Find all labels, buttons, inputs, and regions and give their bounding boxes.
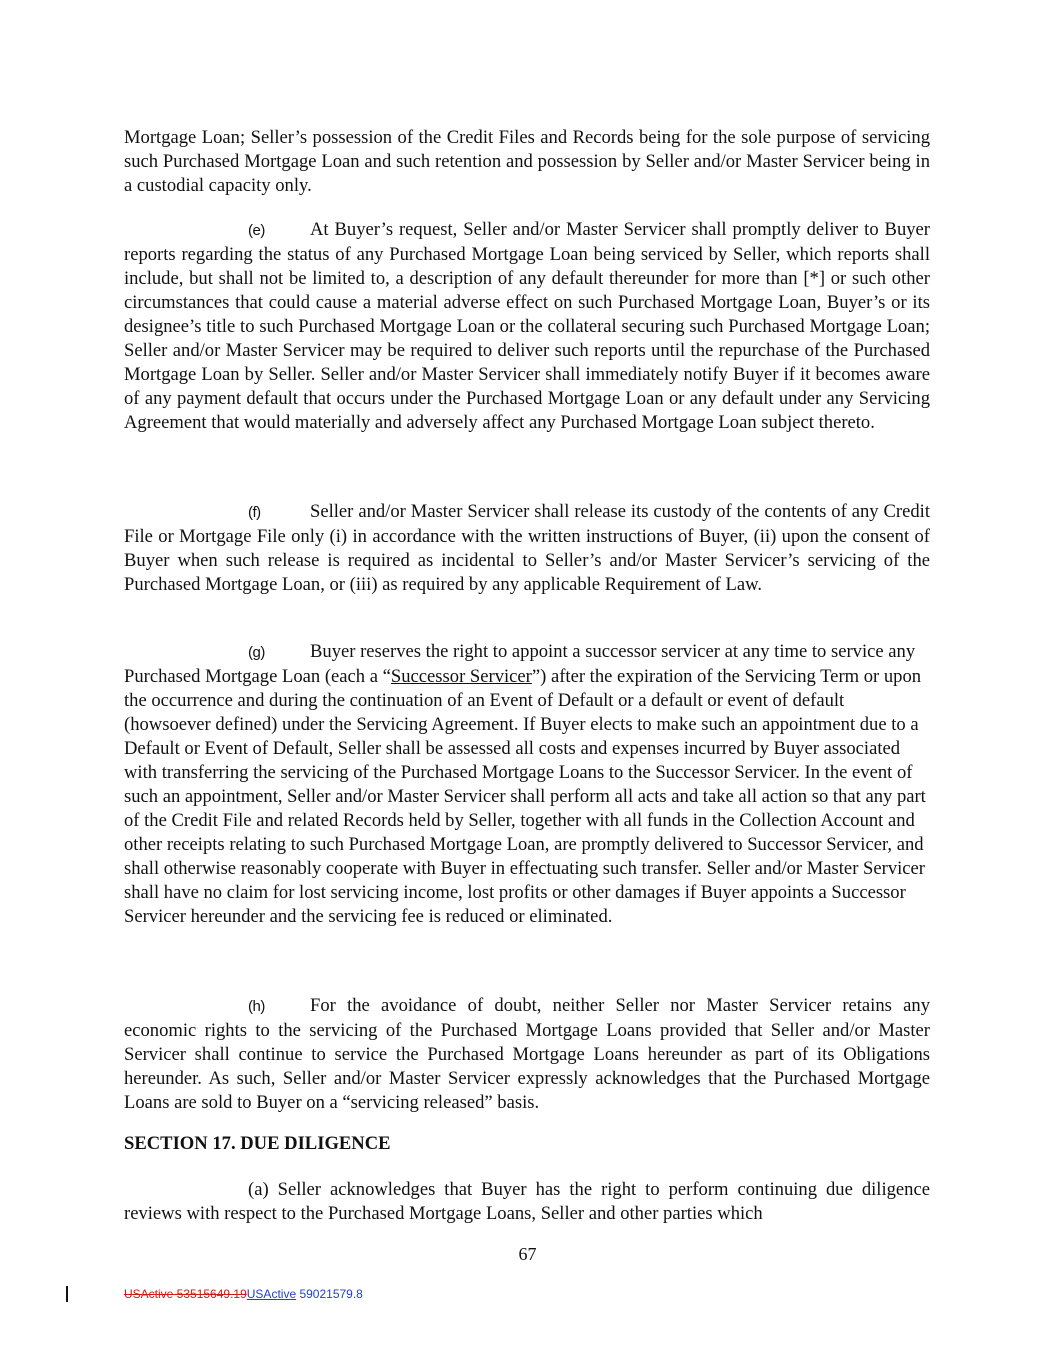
paragraph-h-text: For the avoidance of doubt, neither Seller nor Master Servicer retains any economic rights to the servicing of the Purchased Mortgage Loans provided that Seller and/or Master Servicer shall continue to service the Purchased Mortgage Loans hereunder as part of its Obligations hereunder. As such, Seller and/or Master Servicer expressly acknowledges that the Purchased Mortgage Loans are sold to Buyer on a “servicing released” basis.	[124, 995, 930, 1113]
paragraph-h-marker: (h)	[248, 998, 265, 1015]
paragraph-g-text-after: ”) after the expiration of the Servicing Term or upon the occurrence and during the continuation of an Event of Default or a default or event of default (howsoever defined) under the Servicing Agreement. If Buyer elects to make such an appointment due to a Default or Event of Default, Seller shall be assessed all costs and expenses incurred by Buyer associated with transferring the servicing of the Purchased Mortgage Loans to the Successor Servicer. In the event of such an appointment, Seller and/or Master Servicer shall perform all acts and take all action so that any part of the Credit File and related Records held by Seller, together with all funds in the Collection Account and other receipts relating to such Purchased Mortgage Loan, are promptly delivered to Successor Servicer, and shall otherwise reasonably cooperate with Buyer in effectuating such transfer. Seller and/or Master Servicer shall have no claim for lost servicing income, lost profits or other damages if Buyer appoints a Successor Servicer hereunder and the servicing fee is reduced or eliminated.	[124, 666, 926, 927]
paragraph-f-text: Seller and/or Master Servicer shall release its custody of the contents of any Credit File or Mortgage File only (i) in accordance with the written instructions of Buyer, (ii) upon the consent of Buyer when such release is required as incidental to Seller’s and/or Master Servicer’s servicing of the Purchased Mortgage Loan, or (iii) as required by any applicable Requirement of Law.	[124, 501, 930, 595]
paragraph-h	[124, 994, 930, 1115]
paragraph-f	[124, 500, 930, 597]
paragraph-e	[124, 218, 930, 435]
footer-inserted-label: USActive	[246, 1287, 297, 1301]
intro-paragraph-text: Mortgage Loan; Seller’s possession of the Credit Files and Records being for the sole purpose of servicing such Purchased Mortgage Loan and such retention and possession by Seller and/or Master Servicer being in a custodial capacity only.	[124, 127, 930, 196]
paragraph-g-text-before: Buyer reserves the right to appoint a successor servicer at any time to service any Purchased Mortgage Loan (each a “	[124, 641, 916, 687]
document-footer-id	[124, 1287, 363, 1301]
revision-change-bar	[66, 1286, 68, 1302]
defined-term-successor-servicer: Successor Servicer	[390, 666, 532, 687]
page-number: 67	[518, 1244, 537, 1264]
paragraph-e-text: At Buyer’s request, Seller and/or Master Servicer shall promptly deliver to Buyer reports regarding the status of any Purchased Mortgage Loan being serviced by Seller, which reports shall include, but shall not be limited to, a description of any default thereunder for more than [*] or such other circumstances that could cause a material adverse effect on such Purchased Mortgage Loan, Buyer’s or its designee’s title to such Purchased Mortgage Loan or the collateral securing such Purchased Mortgage Loan; Seller and/or Master Servicer may be required to deliver such reports until the repurchase of the Purchased Mortgage Loan by Seller. Seller and/or Master Servicer shall immediately notify Buyer if it becomes aware of any payment default that occurs under the Purchased Mortgage Loan or any default under any Servicing Agreement that would materially and adversely affect any Purchased Mortgage Loan subject thereto.	[124, 219, 930, 433]
paragraph-g-marker: (g)	[248, 644, 265, 661]
footer-current-id: 59021579.8	[296, 1287, 363, 1301]
paragraph-e-marker: (e)	[248, 222, 265, 239]
intro-paragraph	[124, 126, 930, 198]
paragraph-g	[124, 640, 930, 929]
section-17-heading: SECTION 17. DUE DILIGENCE	[124, 1133, 391, 1154]
paragraph-f-marker: (f)	[248, 504, 261, 521]
footer-deleted-id: USActive 53515649.19	[124, 1287, 247, 1301]
section-17-paragraph-a	[124, 1178, 930, 1226]
section-17-paragraph-a-text: (a) Seller acknowledges that Buyer has the right to perform continuing due diligence reviews with respect to the Purchased Mortgage Loans, Seller and other parties which	[124, 1179, 930, 1224]
